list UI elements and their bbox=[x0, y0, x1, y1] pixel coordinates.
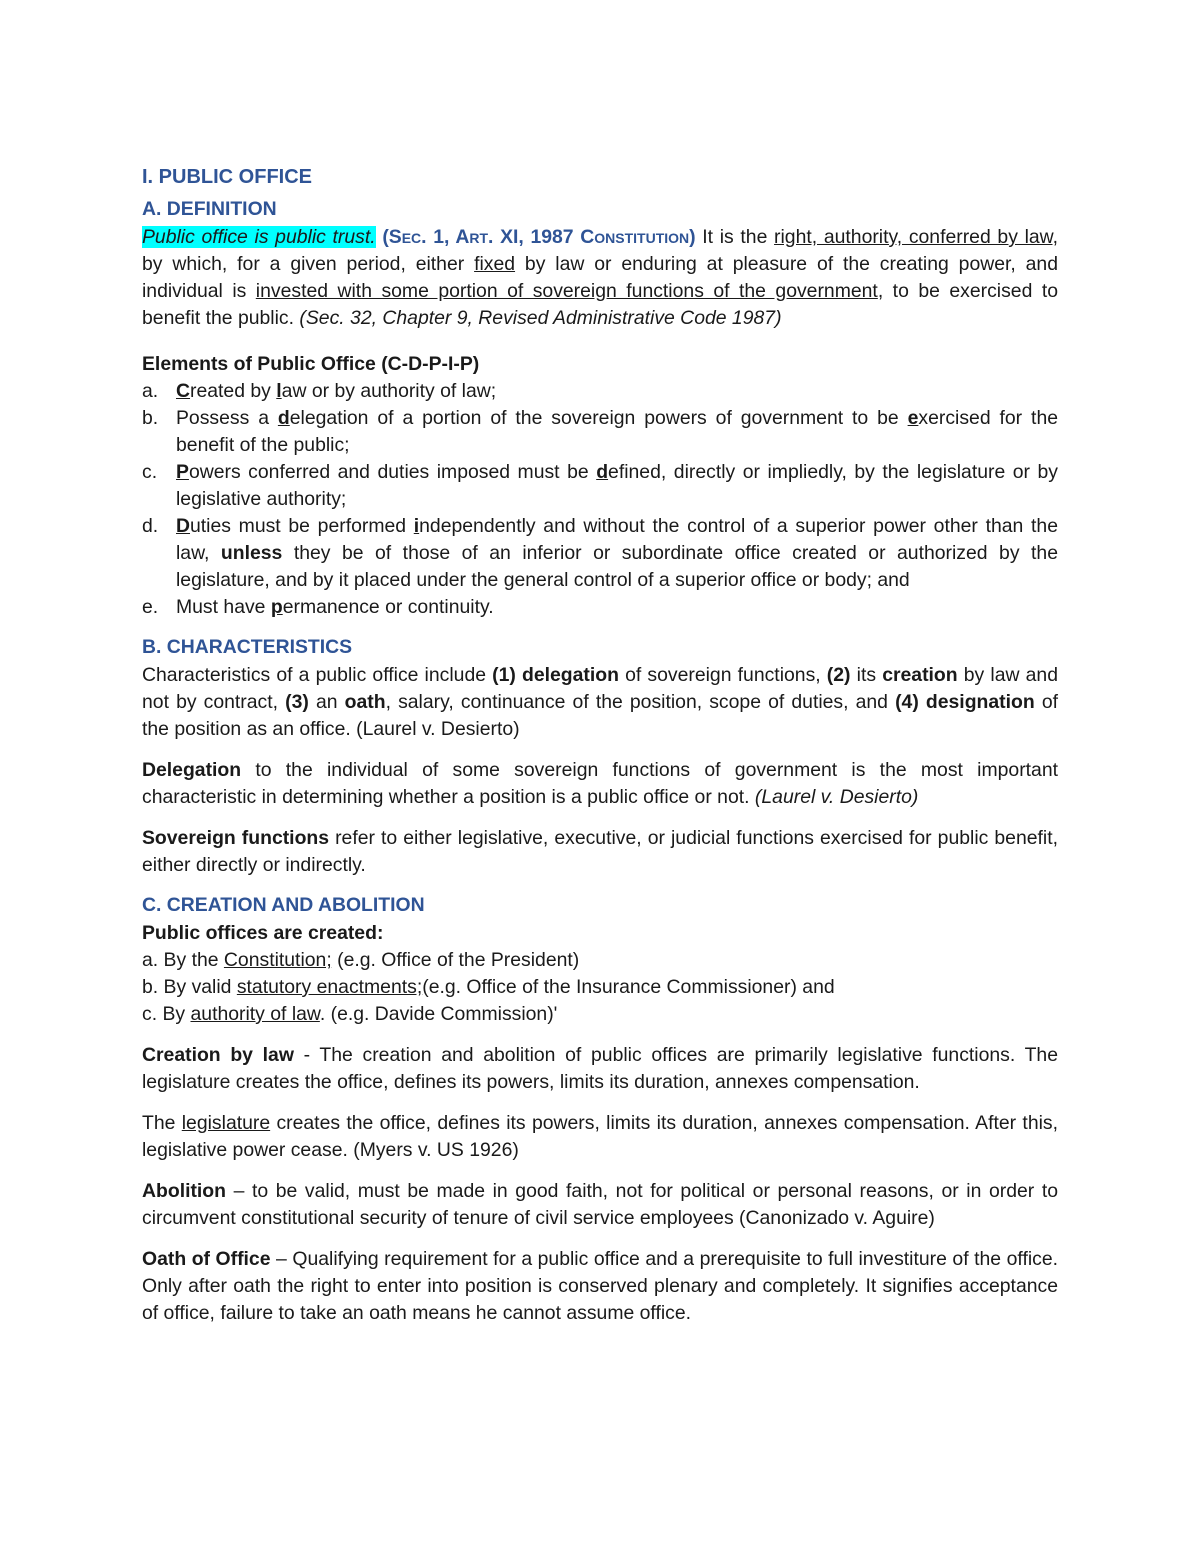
created-title: Public offices are created: bbox=[142, 922, 384, 944]
sovereign-functions-paragraph: Sovereign functions refer to either legislative, executive, or judicial functions exercised for public benefit, either directly or indirectly. bbox=[142, 827, 1058, 876]
constitution-citation: (Sec. 1, Art. XI, 1987 Constitution) bbox=[382, 226, 696, 248]
delegation-paragraph: Delegation to the individual of some sovereign functions of government is the most important characteristic in determining whether a position is a public office or not. (Laurel v. Desierto) bbox=[142, 759, 1058, 808]
elements-list bbox=[142, 378, 1058, 621]
creation-by-law-paragraph: Creation by law - The creation and abolition of public offices are primarily legislative functions. The legislature creates the office, defines its powers, limits its duration, annexes compensation. bbox=[142, 1044, 1058, 1093]
document-page bbox=[142, 166, 1058, 1327]
list-item: b. Possess a delegation of a portion of the sovereign powers of government to be exercised for the benefit of the public; bbox=[142, 407, 1059, 456]
characteristics-paragraph: Characteristics of a public office include (1) delegation of sovereign functions, (2) its creation by law and not by contract, (3) an oath, salary, continuance of the position, scope of duties, and (4) designation of the position as an office. (Laurel v. Desierto) bbox=[142, 664, 1058, 740]
creation-list bbox=[142, 947, 1058, 1028]
list-item: a. By the Constitution; (e.g. Office of the President) bbox=[142, 949, 580, 971]
elements-title: Elements of Public Office (C-D-P-I-P) bbox=[142, 353, 480, 375]
heading-characteristics: B. CHARACTERISTICS bbox=[142, 636, 353, 658]
heading-definition: A. DEFINITION bbox=[142, 198, 277, 220]
list-item: e. Must have permanence or continuity. bbox=[142, 596, 494, 618]
list-item: c. Powers conferred and duties imposed must be defined, directly or impliedly, by the legislature or by legislative authority; bbox=[142, 461, 1058, 510]
legislature-paragraph: The legislature creates the office, defines its powers, limits its duration, annexes compensation. After this, legislative power cease. (Myers v. US 1926) bbox=[142, 1112, 1058, 1161]
list-item: b. By valid statutory enactments;(e.g. Office of the Insurance Commissioner) and bbox=[142, 976, 835, 998]
highlighted-text: Public office is public trust. bbox=[142, 226, 376, 248]
abolition-paragraph: Abolition – to be valid, must be made in good faith, not for political or personal reasons, or in order to circumvent constitutional security of tenure of civil service employees (Canonizado v. Aguire) bbox=[142, 1180, 1058, 1229]
list-item: a. Created by law or by authority of law; bbox=[142, 380, 497, 402]
main-heading: I. PUBLIC OFFICE bbox=[142, 166, 312, 188]
definition-paragraph: Public office is public trust. (Sec. 1, Art. XI, 1987 Constitution) It is the right, authority, conferred by law, by which, for a given period, either fixed by law or enduring at pleasure of the creating power, and individual is invested with some portion of sovereign functions of the government, to be exercised to benefit the public. (Sec. 32, Chapter 9, Revised Administrative Code 1987) bbox=[142, 226, 1059, 329]
list-item: c. By authority of law. (e.g. Davide Commission)' bbox=[142, 1003, 558, 1025]
code-citation: (Sec. 32, Chapter 9, Revised Administrative Code 1987) bbox=[299, 307, 782, 329]
heading-creation-abolition: C. CREATION AND ABOLITION bbox=[142, 894, 425, 916]
list-item: d. Duties must be performed independently and without the control of a superior power other than the law, unless they be of those of an inferior or subordinate office created or authorized by the legislature, and by it placed under the general control of a superior office or body; and bbox=[142, 515, 1058, 591]
oath-of-office-paragraph: Oath of Office – Qualifying requirement for a public office and a prerequisite to full investiture of the office. Only after oath the right to enter into position is conserved plenary and completely. It signifies acceptance of office, failure to take an oath means he cannot assume office. bbox=[142, 1248, 1059, 1324]
